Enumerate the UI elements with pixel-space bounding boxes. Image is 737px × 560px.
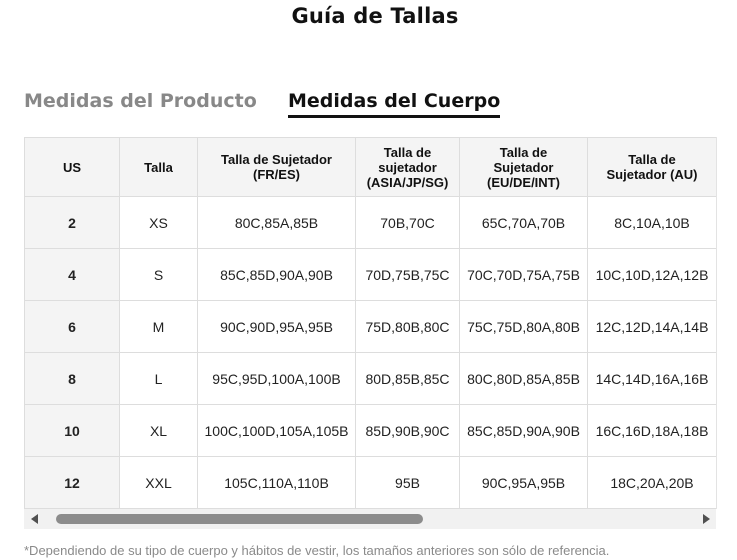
bra-au-cell: 10C,10D,12A,12B: [588, 249, 717, 301]
bra-au-cell: 18C,20A,20B: [588, 457, 717, 509]
bra-eu-cell: 85C,85D,90A,90B: [460, 405, 588, 457]
tab-body-measurements[interactable]: Medidas del Cuerpo: [288, 90, 500, 118]
bra-eu-cell: 80C,80D,85A,85B: [460, 353, 588, 405]
bra-asia-cell: 70D,75B,75C: [356, 249, 460, 301]
bra-asia-cell: 70B,70C: [356, 197, 460, 249]
bra-asia-cell: 85D,90B,90C: [356, 405, 460, 457]
bra-fr-es-cell: 105C,110A,110B: [198, 457, 356, 509]
bra-fr-es-cell: 80C,85A,85B: [198, 197, 356, 249]
bra-au-cell: 14C,14D,16A,16B: [588, 353, 717, 405]
bra-eu-cell: 75C,75D,80A,80B: [460, 301, 588, 353]
us-size-cell: 8: [25, 353, 120, 405]
bra-au-cell: 12C,12D,14A,14B: [588, 301, 717, 353]
bra-eu-cell: 70C,70D,75A,75B: [460, 249, 588, 301]
us-size-cell: 6: [25, 301, 120, 353]
scroll-left-arrow-icon[interactable]: [31, 514, 38, 524]
size-cell: XXL: [120, 457, 198, 509]
size-table-container: [24, 137, 717, 509]
size-cell: L: [120, 353, 198, 405]
table-row: [25, 353, 717, 405]
bra-asia-cell: 95B: [356, 457, 460, 509]
size-cell: S: [120, 249, 198, 301]
us-size-cell: 10: [25, 405, 120, 457]
bra-eu-cell: 90C,95A,95B: [460, 457, 588, 509]
reference-footnote: *Dependiendo de su tipo de cuerpo y hábitos de vestir, los tamaños anteriores son sólo de referencia.: [24, 543, 610, 558]
table-row: [25, 197, 717, 249]
size-cell: XL: [120, 405, 198, 457]
scrollbar-thumb[interactable]: [56, 514, 423, 524]
bra-fr-es-cell: 85C,85D,90A,90B: [198, 249, 356, 301]
bra-fr-es-cell: 90C,90D,95A,95B: [198, 301, 356, 353]
table-header-row: [25, 138, 717, 197]
bra-au-cell: 8C,10A,10B: [588, 197, 717, 249]
bra-asia-cell: 80D,85B,85C: [356, 353, 460, 405]
table-row: [25, 457, 717, 509]
size-table: [24, 137, 717, 509]
bra-fr-es-cell: 95C,95D,100A,100B: [198, 353, 356, 405]
column-header-bra-asia: Talla de sujetador (ASIA/JP/SG): [356, 138, 460, 197]
table-row: [25, 301, 717, 353]
table-row: [25, 405, 717, 457]
bra-eu-cell: 65C,70A,70B: [460, 197, 588, 249]
horizontal-scrollbar[interactable]: [24, 509, 716, 529]
column-header-bra-fr-es: Talla de Sujetador (FR/ES): [198, 138, 356, 197]
column-header-bra-eu: Talla de Sujetador (EU/DE/INT): [460, 138, 588, 197]
size-cell: XS: [120, 197, 198, 249]
page-title: Guía de Tallas: [291, 4, 459, 28]
size-cell: M: [120, 301, 198, 353]
us-size-cell: 4: [25, 249, 120, 301]
table-row: [25, 249, 717, 301]
bra-fr-es-cell: 100C,100D,105A,105B: [198, 405, 356, 457]
bra-au-cell: 16C,16D,18A,18B: [588, 405, 717, 457]
column-header-bra-au: Talla de Sujetador (AU): [588, 138, 717, 197]
bra-asia-cell: 75D,80B,80C: [356, 301, 460, 353]
tab-product-measurements[interactable]: Medidas del Producto: [24, 90, 257, 112]
column-header-us: US: [25, 138, 120, 197]
scroll-right-arrow-icon[interactable]: [703, 514, 710, 524]
column-header-size: Talla: [120, 138, 198, 197]
us-size-cell: 2: [25, 197, 120, 249]
us-size-cell: 12: [25, 457, 120, 509]
